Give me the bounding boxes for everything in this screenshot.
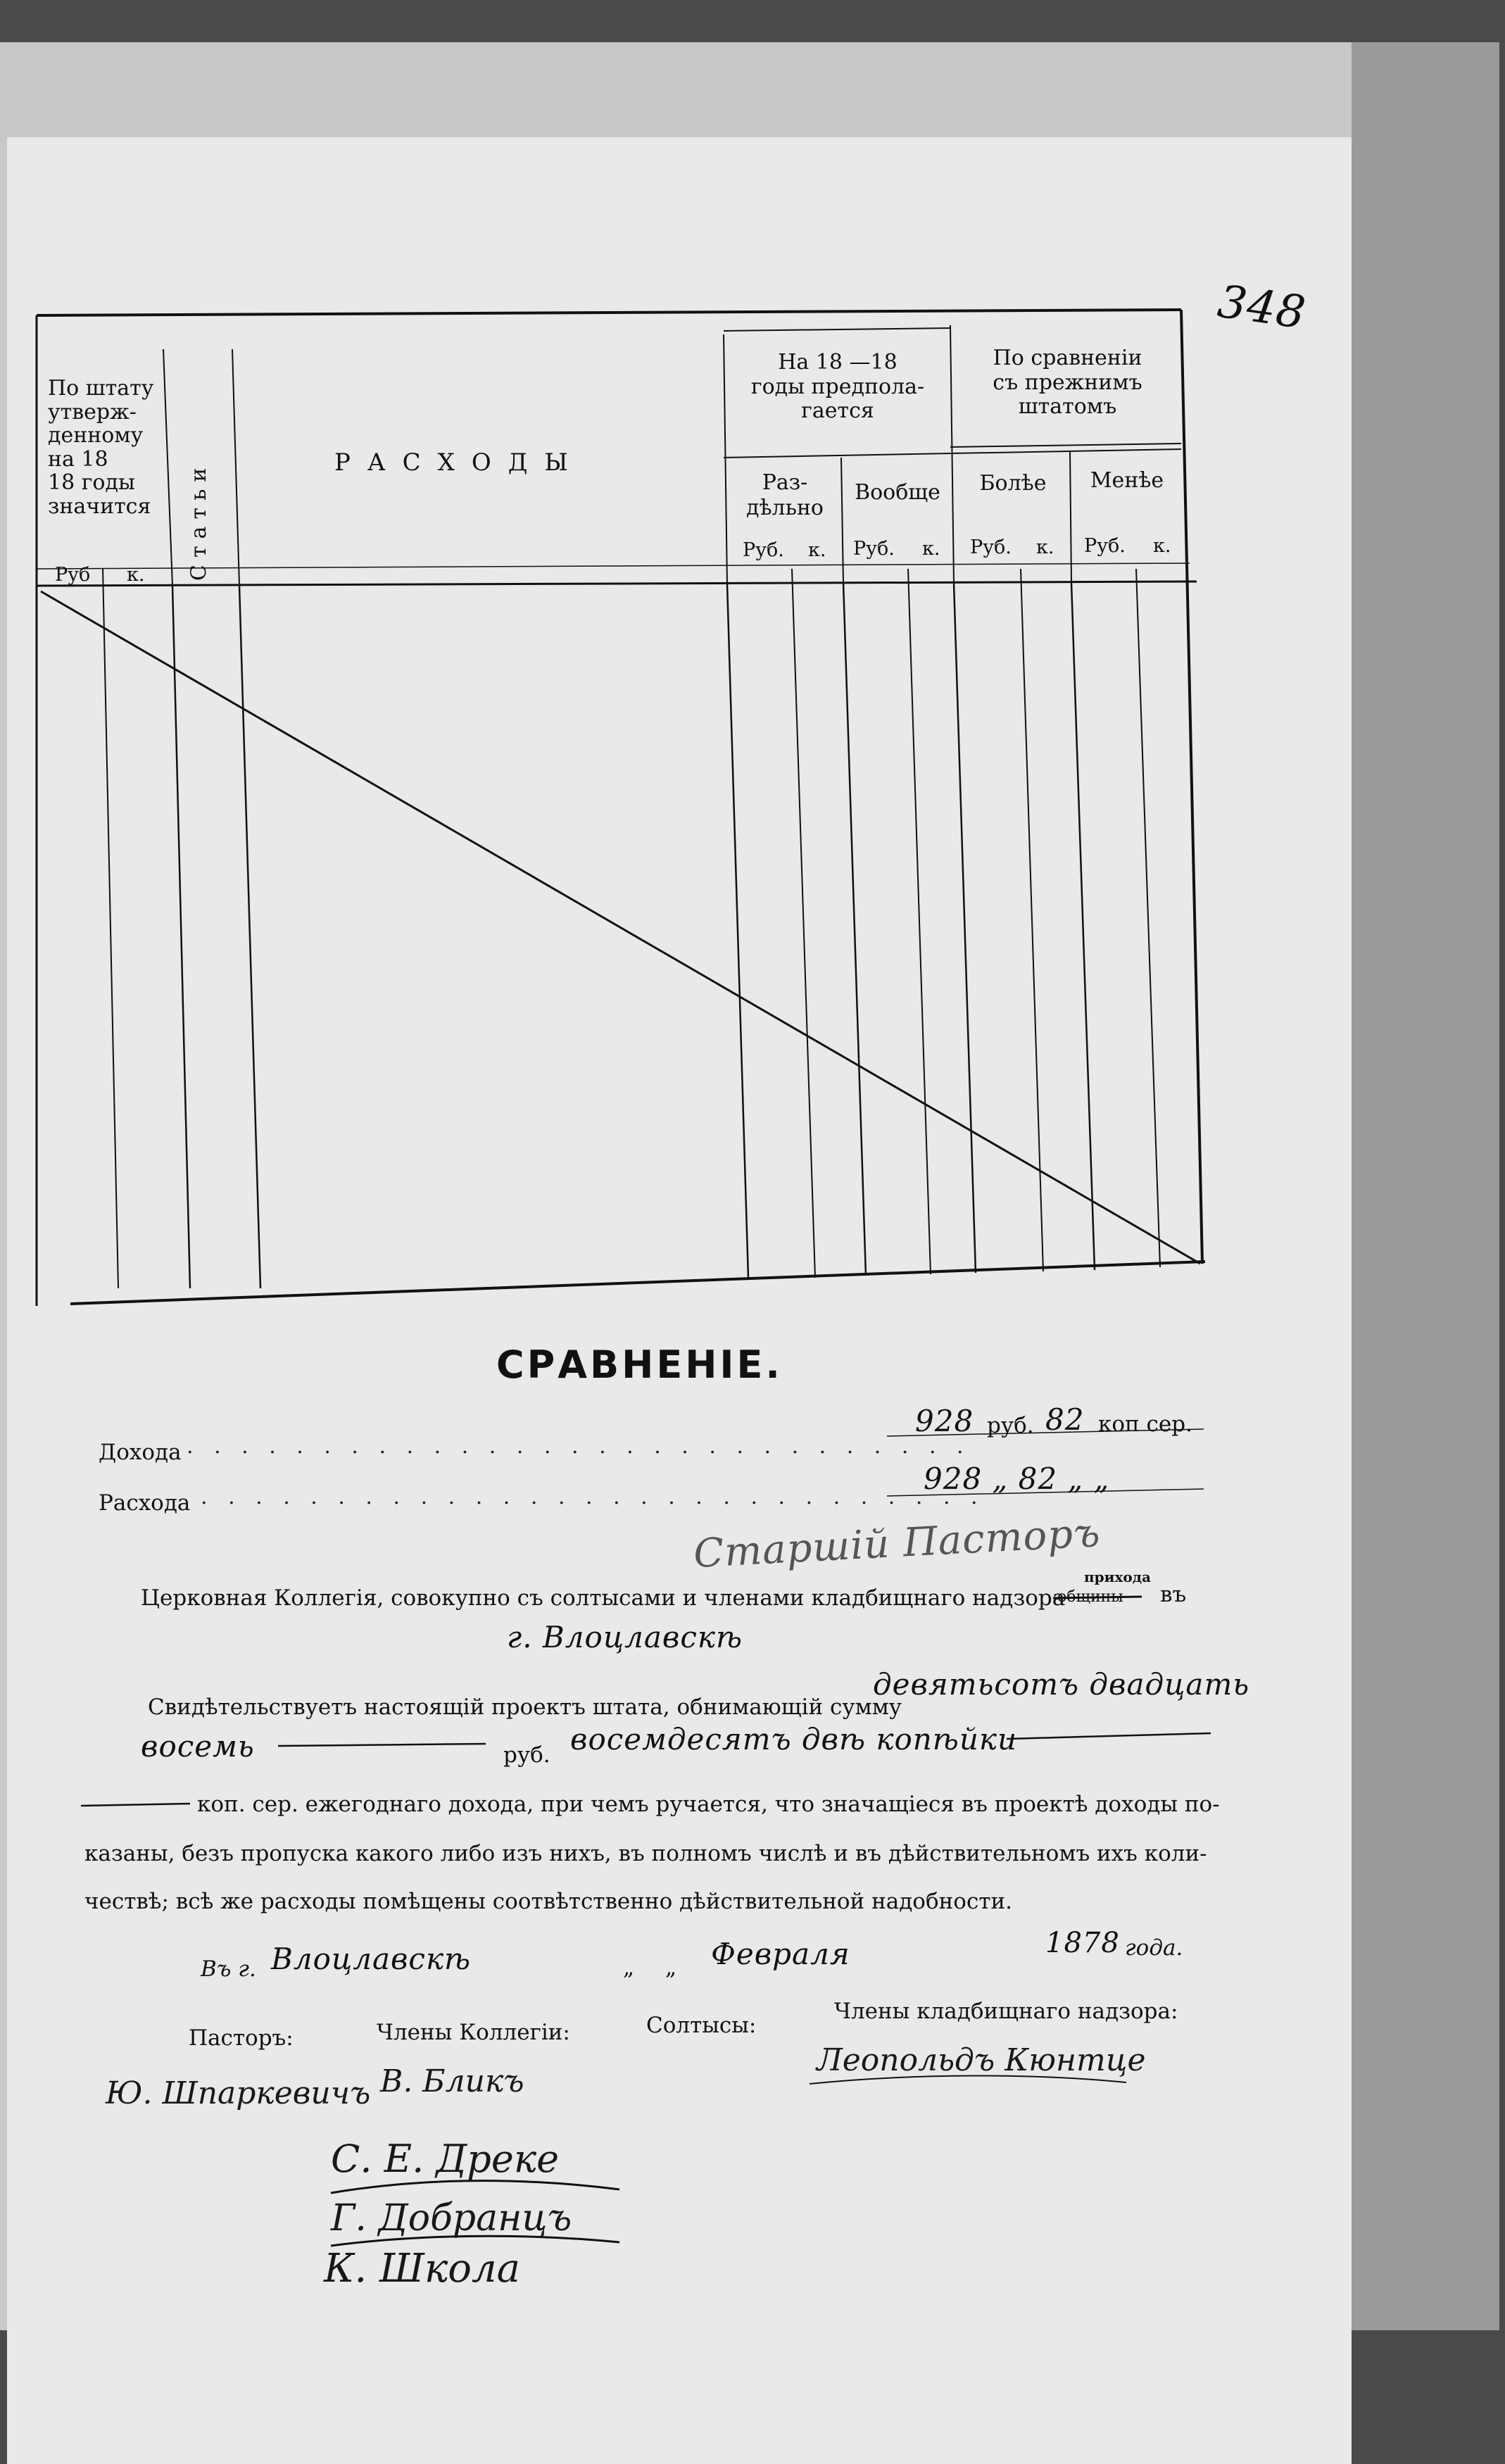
signature-member-2: С. Е. Дреке (331, 2137, 560, 2181)
dokhoda-rub-label: руб. (987, 1413, 1034, 1438)
signature-pastor: Ю. Шпаркевичъ (106, 2075, 371, 2111)
date-prefix: Въ г. (201, 1956, 256, 1982)
date-month: Февраля (711, 1937, 850, 1971)
header-menee: Менѣе (1090, 468, 1164, 493)
header-rub-4: Руб. (970, 536, 1012, 558)
dokhoda-leader: . . . . . . . . . . . . . . . . . . . . . . . . . . . . . (187, 1434, 971, 1459)
label-pastor: Пасторъ: (189, 2025, 294, 2051)
header-kop-2: к. (808, 539, 826, 561)
date-quote-2: „ (665, 1955, 677, 1980)
rub-ser-label: руб. (503, 1742, 550, 1768)
header-po-sravneniyu: По сравненіи съ прежнимъ штатомъ (993, 346, 1142, 419)
signature-member-4: К. Школа (324, 2246, 521, 2292)
dokhoda-kop: 82 (1045, 1402, 1085, 1437)
header-kop-5: к. (1153, 535, 1171, 557)
certificate-line-2: Свидѣтельствуетъ настоящій проектъ штата, обнимающій сумму (148, 1695, 902, 1720)
label-nadzor: Члены кладбищнаго надзора: (834, 1999, 1178, 2024)
certificate-line-5: чествѣ; всѣ же расходы помѣщены соотвѣтственно дѣйствительной надобности. (84, 1889, 1012, 1914)
header-rub-3: Руб. (853, 538, 895, 560)
comparison-title: СРАВНЕНІЕ. (496, 1343, 783, 1387)
header-rub-1: Руб (55, 564, 91, 586)
dokhoda-kop-label: коп сер. (1098, 1412, 1192, 1437)
raskhoda-label: Расхода (99, 1490, 191, 1516)
header-rub-5: Руб. (1084, 535, 1126, 557)
signature-nadzor: Леопольдъ Кюнтце (817, 2042, 1146, 2078)
certificate-line-4: казаны, безъ пропуска какого либо изъ нихъ, въ полномъ числѣ и въ дѣйствительномъ ихъ коли- (84, 1841, 1207, 1866)
certificate-line-3: коп. сер. ежегоднаго дохода, при чемъ ручается, что значащіеся въ проектѣ доходы по- (197, 1792, 1220, 1817)
header-po-shtatu: По штату утверж- денному на 18 18 годы значится (48, 376, 154, 519)
signature-member-1: В. Бликъ (380, 2063, 524, 2099)
place-handwritten: г. Влоцлавскѣ (507, 1620, 743, 1654)
header-predpolagaetsya: На 18 —18 годы предпола- гается (750, 350, 925, 423)
header-razdelno: Раз- дѣльно (745, 470, 824, 520)
signature-member-3: Г. Добранцъ (331, 2197, 572, 2239)
kop-words: восемдесятъ двѣ копѣйки (570, 1722, 1018, 1756)
sum-words-1: девятьсотъ двадцать (873, 1667, 1250, 1702)
raskhoda-leader: . . . . . . . . . . . . . . . . . . . . . . . . . . . . . (201, 1485, 985, 1509)
sum-words-2: восемь (141, 1729, 255, 1764)
header-raskhody: РАСХОДЫ (334, 448, 585, 477)
label-soltysy: Солтысы: (646, 2013, 757, 2038)
date-year: 1878 (1045, 1927, 1120, 1959)
header-stati: Статьи (187, 460, 211, 581)
date-city: Влоцлавскѣ (271, 1942, 472, 1976)
header-rub-2: Руб. (743, 539, 784, 561)
struck-word: общины (1057, 1588, 1123, 1606)
pastor-stamp-handwritten: Старшій Пасторъ (692, 1509, 1102, 1578)
page-number: 348 (1214, 275, 1309, 340)
date-suffix: года. (1125, 1935, 1183, 1961)
certificate-v: въ (1160, 1582, 1187, 1607)
label-members: Члены Коллегіи: (377, 2020, 570, 2045)
above-struck-word: прихода (1084, 1569, 1152, 1585)
date-quote-1: „ (623, 1955, 635, 1980)
header-kop-3: к. (922, 538, 940, 560)
dokhoda-label: Дохода (99, 1440, 182, 1465)
header-kop-4: к. (1036, 536, 1054, 558)
header-voobshche: Вообще (855, 480, 940, 505)
dokhoda-rub: 928 (915, 1404, 974, 1438)
header-bolee: Болѣе (979, 471, 1047, 496)
header-kop-1: к. (127, 564, 145, 586)
certificate-line-1: Церковная Коллегія, совокупно съ солтысами и членами кладбищнаго надзора (141, 1585, 1066, 1611)
raskhoda-value: 928 „ 82 „ „ (924, 1462, 1110, 1496)
